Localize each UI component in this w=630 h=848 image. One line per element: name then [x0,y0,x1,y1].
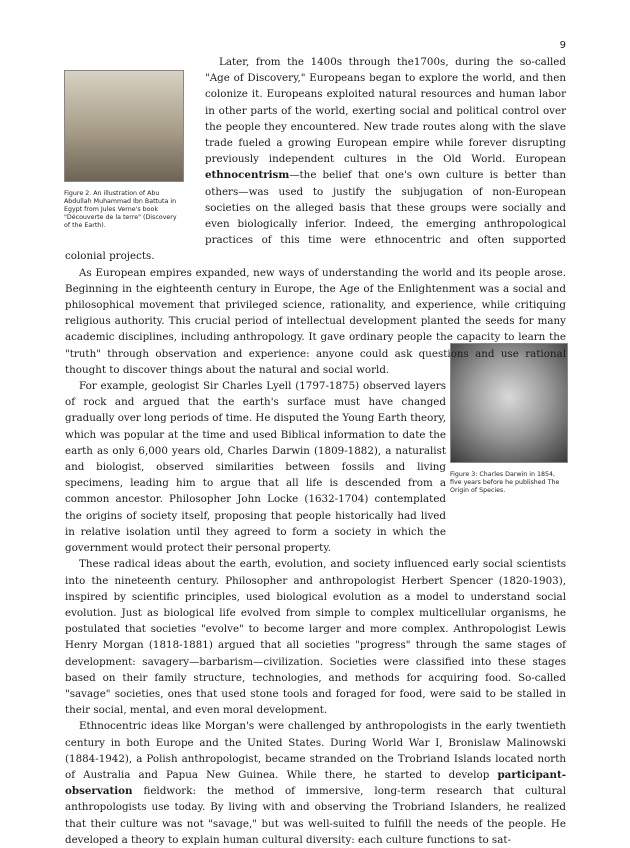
body-text [65,54,566,848]
figure-3-caption: Figure 3: Charles Darwin in 1854, five years before he published The Origin of Species. [450,471,560,494]
key-term-participant-observation: participant-observation [65,768,566,798]
paragraph: As European empires expanded, new ways of understanding the world and its people arose. Beginning in the eighteenth century in Europe, the Age of the Enlightenment was a social and philosophical movement that privileged science, rationality, and experience, while critiquing religious authority. This crucial period of intellectual development planted the seeds for many academic disciplines, including anthropology. It gave ordinary people the capacity to learn the "truth" through observation and experience: anyone could ask questions and use rational thought to discover things about the natural and social world. [65,266,566,376]
paragraph: These radical ideas about the earth, evolution, and society influenced early social scientists into the nineteenth century. Philosopher and anthropologist Herbert Spencer (1820-1903), inspired by scientific principles, used biological evolution as a model to understand social evolution. Just as biological life evolved from simple to complex multicellular organisms, he postulated that societies "evolve" to become larger and more complex. Anthropologist Lewis Henry Morgan (1818-1881) argued that all societies "progress" through the same stages of development: savagery—barbarism—civilization. Societies were classified into these stages based on their family structure, technologies, and methods for acquiring food. So-called "savage" societies, ones that used stone tools and foraged for food, were said to be stalled in their social, mental, and even moral development. [65,558,566,717]
paragraph: Ethnocentric ideas like Morgan's were challenged by anthropologists in the early twentieth century in both Europe and the United States. During World War I, Bronislaw Malinowski (1884-1942), a Polish anthropologist, became stranded on the Trobriand Islands located north of Australia and Papua New Guinea. While there, he started to develop participant-observation fieldwork: the method of immersive, long-term research that cultural anthropologists use today. By living with and observing the Trobriand Islanders, he realized that their culture was not "savage," but was well-suited to fulfill the needs of the people. He developed a theory to explain human cultural diversity: each culture functions to sat- [65,720,566,846]
page-number: 9 [559,40,566,51]
paragraph: For example, geologist Sir Charles Lyell (1797-1875) observed layers of rock and argued that the earth's surface must have changed gradually over long periods of time. He disputed the Young Earth theory, which was popular at the time and used Biblical information to date the earth as only 6,000 years old, Charles Darwin (1809-1882), a naturalist and biologist, observed similarities between fossils and living specimens, leading him to argue that all life is descended from a common ancestor. Philosopher John Locke (1632-1704) contemplated the origins of society itself, proposing that people historically had lived in relative isolation until they agreed to form a society in which the government would protect their personal property. [65,380,446,555]
key-term-ethnocentrism: ethnocentrism [205,169,290,182]
paragraph: Later, from the 1400s through the1700s, during the so-called "Age of Discovery," Europeans began to explore the world, and then colonize it. Europeans exploited natural resources and human labor in other parts of the world, exerting social and political control over the people they encountered. New trade routes along with the slave trade fueled a growing European empire while forever disrupting previously independent cultures in the Old World. European ethnocentrism—the belief that one's own culture is better than others—was used to justify the subjugation of non-European societies on the alleged basis that these groups were socially and even biologically inferior. Indeed, the emerging anthropological practices of this time were ethnocentric and often supported colonial projects. [65,56,566,263]
figure-2-caption: Figure 2. An illustration of Abu Abdullah Muhammad Ibn Battuta in Egypt from Jules Verne's book "Découverte de la terre" (Discovery of the Earth). [64,190,177,229]
